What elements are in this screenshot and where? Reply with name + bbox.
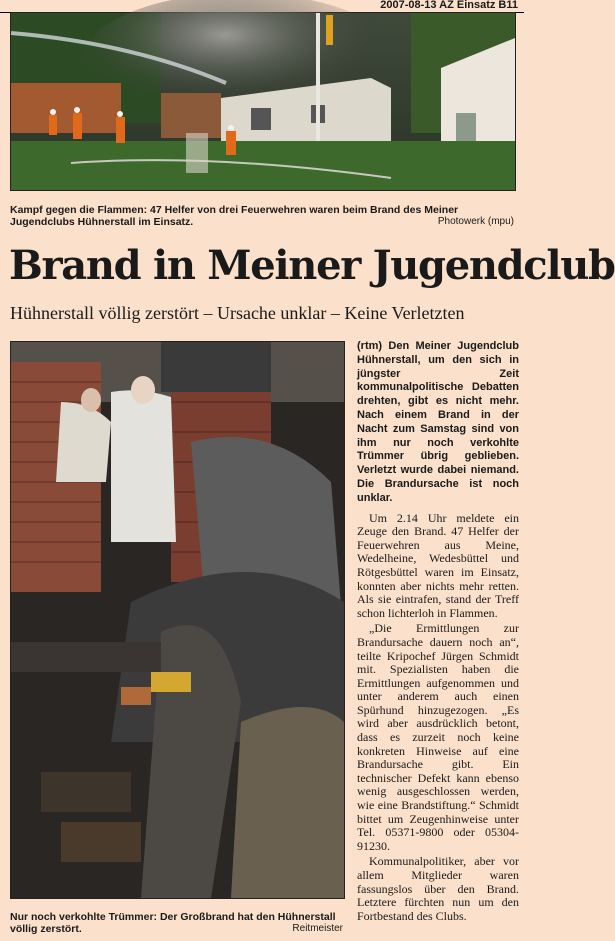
fire-scene-photo <box>10 12 516 191</box>
bottom-photo-credit: Reitmeister <box>292 923 343 934</box>
article-lead: (rtm) Den Meiner Jugendclub Hühnerstall, um den sich in jüngster Zeit kommunalpolitische Debatten drehten, gibt es nicht mehr. Nach einem Brand in der Nacht zum Samstag sind von ihm nur noch verkohlte Trümmer übrig geblieben. Verletzt wurde dabei niemand. Die Brandursache ist noch unklar. <box>357 340 519 504</box>
edition-label: 2007-08-13 AZ Einsatz B11 <box>380 0 518 11</box>
article-paragraph: „Die Ermittlungen zur Brandursache dauern noch an“, teilte Kripochef Jürgen Schmidt mit. Spezialisten haben die Ermittlungen aufgenommen und unter anderem auch einen Spürhund hinzugezogen. „Es wird aber ausdrücklich betont, dass es zurzeit noch keine konkreten Hinweise auf eine Brandursache gibt. Ein technischer Defekt kann ebenso wenig ausgeschlossen werden, wie eine Brandstiftung.“ Schmidt bittet um Zeugenhinweise unter Tel. 05371-9800 oder 05304-91230. <box>357 621 519 853</box>
article-subheadline: Hühnerstall völlig zerstört – Ursache unklar – Keine Verletzten <box>10 303 465 323</box>
article-paragraph: Kommunalpolitiker, aber vor allem Mitglieder waren fassungslos über den Brand. Letztere fürchten nun um den Fortbestand des Clubs. <box>357 854 519 923</box>
bottom-photo-caption <box>10 911 343 935</box>
article-paragraph: Um 2.14 Uhr meldete ein Zeuge den Brand. 47 Helfer der Feuerwehren aus Meine, Wedelheine, Wedesbüttel und Rötgesbüttel waren im Einsatz, konnten aber nichts mehr retten. Als sie eintrafen, stand der Treff schon lichterloh in Flammen. <box>357 510 519 620</box>
top-photo-caption <box>10 204 514 228</box>
fire-scene-illustration <box>11 13 515 190</box>
article-headline: Brand in Meiner Jugendclub <box>9 242 615 289</box>
top-photo-caption-text: Kampf gegen die Flammen: 47 Helfer von drei Feuerwehren waren beim Brand des Meiner Jugendclubs Hühnerstall im Einsatz. <box>10 204 459 228</box>
ruins-photo <box>10 341 345 899</box>
article-body <box>357 340 519 923</box>
top-photo-credit: Photowerk (mpu) <box>437 216 514 227</box>
ruins-illustration <box>11 342 344 898</box>
bottom-photo-caption-text: Nur noch verkohlte Trümmer: Der Großbrand hat den Hühnerstall völlig zerstört. <box>10 911 336 935</box>
